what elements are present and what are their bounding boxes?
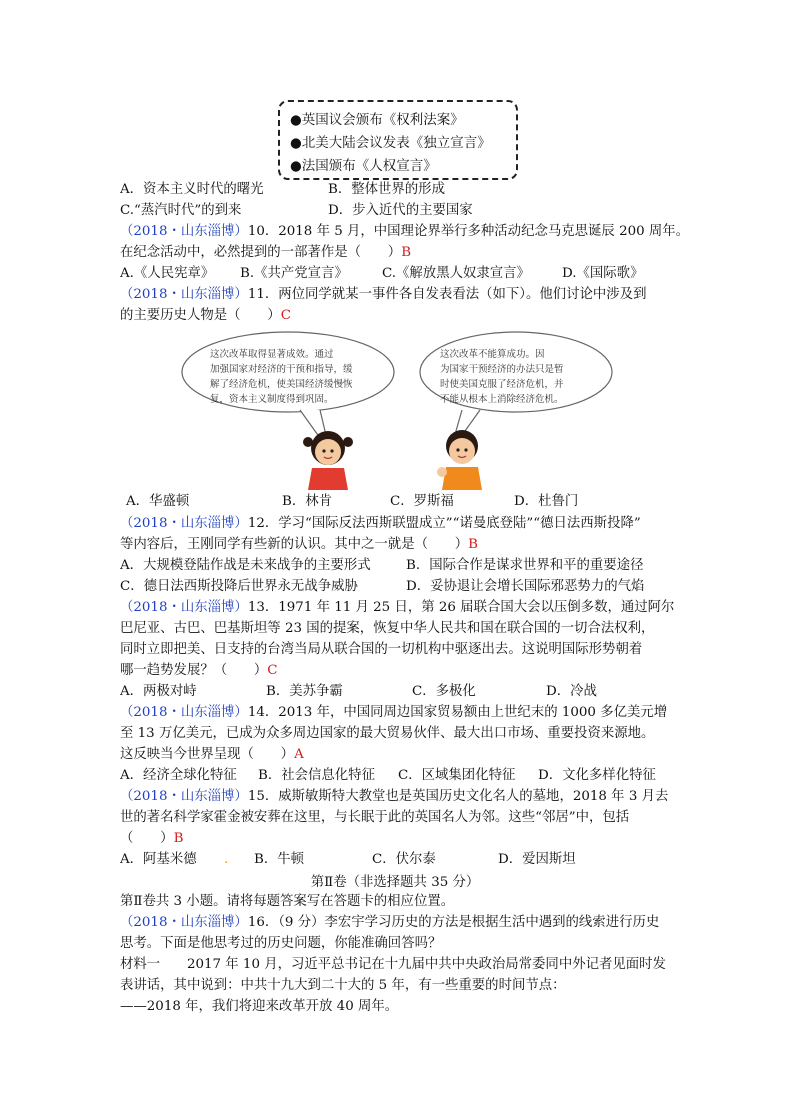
q14-stem-3: 这反映当今世界呈现（ ）A (120, 747, 304, 762)
q13-stem-4: 哪一趋势发展？（ ）C (120, 663, 278, 678)
answer-key: C (267, 663, 278, 678)
option-d: D．妥协退让会增长国际邪恶势力的气焰 (406, 579, 645, 594)
option-b: B．美苏争霸 (266, 684, 343, 699)
option-a: A．两极对峙 (120, 684, 197, 699)
answer-key: A (294, 747, 304, 762)
q15-stem-2: 世的著名科学家霍金被安葬在这里，与长眠于此的英国名人为邻。这些“邻居”中，包括 (120, 810, 630, 825)
option-d: D．文化多样化特征 (538, 768, 656, 783)
q11-stem: （2018・山东淄博）11．两位同学就某一事件各自发表看法（如下）。他们讨论中涉及到 (120, 287, 647, 302)
option-b: B．社会信息化特征 (258, 768, 375, 783)
question-source: （2018・山东淄博） (120, 789, 248, 804)
bubble-left-text: 这次改革取得显著成效。通过 加强国家对经济的干预和指导，缓 解了经济危机，使美国经济缓慢恢 复，资本主义制度得到巩固。 (210, 349, 353, 405)
answer-key: B (401, 245, 412, 260)
q10-options (120, 264, 644, 284)
q13-stem-3: 同时立即把美、日支持的台湾当局从联合国的一切机构中驱逐出去。这说明国际形势朝着 (120, 642, 643, 657)
q13-stem: （2018・山东淄博）13．1971 年 11 月 25 日，第 26 届联合国大会以压倒多数，通过阿尔 (120, 600, 675, 615)
option-c: C.《解放黑人奴隶宣言》 (382, 266, 530, 281)
option-b: B.《共产党宣言》 (240, 266, 348, 281)
option-d: D.《国际歌》 (562, 266, 644, 281)
q12-stem: （2018・山东淄博）12．学习“国际反法西斯联盟成立”“诺曼底登陆”“德日法西斯投降” (120, 516, 641, 531)
stray-mark: . (224, 852, 229, 867)
option-c: C．德日法西斯投降后世界永无战争威胁 (120, 579, 358, 594)
event-item: ●北美大陆会议发表《独立宣言》 (290, 135, 491, 151)
option-a: A．大规模登陆作战是未来战争的主要形式 (120, 558, 371, 573)
events-box (278, 100, 518, 180)
option-a: A．阿基米德 (120, 852, 197, 867)
option-c: C.“蒸汽时代”的到来 (120, 203, 242, 218)
part2-title: 第Ⅱ卷（非选择题共 35 分） (310, 875, 480, 890)
q13-options (120, 682, 597, 702)
option-a: A．资本主义时代的曙光 (120, 182, 264, 197)
q14-options (120, 766, 656, 786)
option-c: C．多极化 (412, 684, 476, 699)
option-b: B．牛顿 (254, 852, 305, 867)
option-b: B．国际合作是谋求世界和平的重要途径 (406, 558, 644, 573)
option-a: A．经济全球化特征 (120, 768, 237, 783)
question-source: （2018・山东淄博） (120, 915, 248, 930)
option-a: A．华盛顿 (126, 494, 190, 509)
event-item: ●英国议会颁布《权利法案》 (290, 112, 464, 128)
q9-options-row2 (120, 201, 473, 221)
question-source: （2018・山东淄博） (120, 516, 248, 531)
q16-stem: （2018・山东淄博）16．（9 分）李宏宇学习历史的方法是根据生活中遇到的线索进行历史 (120, 915, 660, 930)
q15-stem: （2018・山东淄博）15．威斯敏斯特大教堂也是英国历史文化名人的墓地，2018 年 3 月去 (120, 789, 669, 804)
q13-stem-2: 巴尼亚、古巴、巴基斯坦等 23 国的提案，恢复中华人民共和国在联合国的一切合法权利， (120, 621, 655, 636)
q10-stem: （2018・山东淄博）10．2018 年 5 月，中国理论界举行多种活动纪念马克思诞辰 200 周年。 (120, 224, 690, 239)
option-d: D．爱因斯坦 (498, 852, 576, 867)
answer-key: B (173, 831, 184, 846)
option-d: D．杜鲁门 (514, 494, 579, 509)
answer-key: B (468, 537, 478, 552)
q12-stem-cont: 等内容后，王刚同学有些新的认识。其中之一就是（ ）B (120, 537, 478, 552)
q11-options (126, 492, 579, 512)
q15-options (120, 850, 576, 870)
option-b: B．整体世界的形成 (328, 182, 445, 197)
option-d: D．冷战 (546, 684, 597, 699)
option-c: C．伏尔泰 (372, 852, 436, 867)
q10-stem-cont: 在纪念活动中，必然提到的一部著作是（ ）B (120, 245, 412, 260)
q16-material1-c: ——2018 年，我们将迎来改革开放 40 周年。 (120, 999, 399, 1014)
girl-student-icon (303, 431, 353, 490)
q16-material1-a: 材料一 2017 年 10 月，习近平总书记在十九届中共中央政治局常委同中外记者见面时发 (120, 957, 666, 972)
q16-stem-2: 思考。下面是他思考过的历史问题，你能准确回答吗？ (120, 936, 442, 951)
q14-stem-2: 至 13 万亿美元，已成为众多周边国家的最大贸易伙伴、最大出口市场、重要投资来源地。 (120, 726, 655, 741)
q15-stem-3: （ ）B (120, 831, 184, 846)
q9-options-row1 (120, 180, 445, 200)
question-source: （2018・山东淄博） (120, 224, 248, 239)
q12-options-row2 (120, 577, 645, 597)
q14-stem: （2018・山东淄博）14．2013 年，中国同周边国家贸易额由上世纪末的 1000 多亿美元增 (120, 705, 668, 720)
question-source: （2018・山东淄博） (120, 600, 248, 615)
option-c: C．区域集团化特征 (398, 768, 516, 783)
q12-options-row1 (120, 556, 644, 576)
bubble-right-text: 这次改革不能算成功。因 为国家干预经济的办法只是暂 时使美国克服了经济危机，并 不能从根本上消除经济危机。 (440, 349, 564, 405)
q16-material1-b: 表讲话，其中说到：中共十九大到二十大的 5 年，有一些重要的时间节点： (120, 978, 566, 993)
option-a: A.《人民宪章》 (120, 266, 215, 281)
answer-key: C (280, 308, 291, 323)
question-source: （2018・山东淄博） (120, 705, 248, 720)
boy-student-icon (437, 430, 482, 490)
option-c: C．罗斯福 (390, 494, 454, 509)
event-item: ●法国颁布《人权宣言》 (290, 158, 437, 174)
question-source: （2018・山东淄博） (120, 287, 248, 302)
q11-stem-cont: 的主要历史人物是（ ）C (120, 308, 291, 323)
option-d: D．步入近代的主要国家 (328, 203, 473, 218)
part2-note: 第Ⅱ卷共 3 小题。请将每题答案写在答题卡的相应位置。 (120, 894, 455, 909)
option-b: B．林肯 (282, 494, 333, 509)
